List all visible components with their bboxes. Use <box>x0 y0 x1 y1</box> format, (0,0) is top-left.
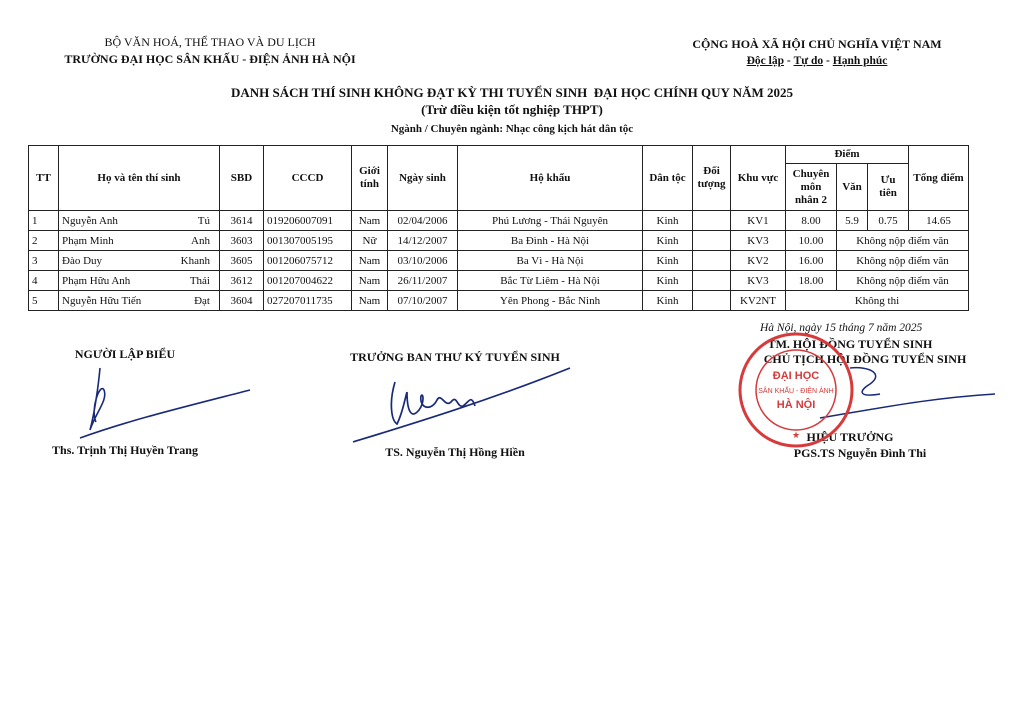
cell-tt <box>29 251 59 271</box>
cccd-value: 019206007091 <box>267 214 333 227</box>
rector-title: HIỆU TRƯỞNG <box>806 430 894 444</box>
col-household: Hộ khẩu <box>458 146 643 211</box>
table-row <box>29 291 969 311</box>
cell-note <box>837 251 969 271</box>
gender-value: Nam <box>358 274 381 287</box>
dob-value: 26/11/2007 <box>397 274 448 287</box>
ethnicity-value: Kinh <box>656 294 679 307</box>
cccd-value: 001206075712 <box>267 254 333 267</box>
national-header <box>662 36 972 70</box>
cell-total <box>909 211 969 231</box>
cell-dob <box>388 271 458 291</box>
dob-value: 02/04/2006 <box>397 214 448 227</box>
cell-name <box>59 211 220 231</box>
rector-name: PGS.TS Nguyễn Đình Thi <box>793 446 927 460</box>
cell-household <box>458 211 643 231</box>
cell-major2 <box>786 271 837 291</box>
col-lit: Văn <box>837 164 868 211</box>
household-value: Ba Đình - Hà Nội <box>510 234 590 247</box>
col-score-group: Điểm <box>786 146 909 164</box>
region-value: KV2 <box>747 254 769 267</box>
note-value: Không nộp điểm văn <box>856 254 949 267</box>
cell-household <box>458 291 643 311</box>
cell-household <box>458 251 643 271</box>
ethnicity-value: Kinh <box>656 274 679 287</box>
region-value: KV1 <box>747 214 769 227</box>
tt-value: 4 <box>32 274 38 287</box>
gender-value: Nam <box>358 254 381 267</box>
secretary-title: TRƯỞNG BAN THƯ KÝ TUYỂN SINH <box>350 350 560 364</box>
cell-cccd <box>264 271 352 291</box>
cell-cccd <box>264 251 352 271</box>
cell-note <box>837 231 969 251</box>
note-value: Không nộp điểm văn <box>856 234 949 247</box>
gender-value: Nam <box>358 214 381 227</box>
major-line: Ngành / Chuyên ngành: Nhạc công kịch hát dân tộc <box>390 123 634 135</box>
cell-major2 <box>786 231 837 251</box>
sbd-value: 3603 <box>230 234 253 247</box>
last-middle-name: Phạm Hữu Anh <box>62 274 131 287</box>
cell-target <box>693 291 731 311</box>
first-name: Thái <box>189 274 210 287</box>
cell-household <box>458 231 643 251</box>
council-line1: TM. HỘI ĐỒNG TUYỂN SINH <box>767 337 933 351</box>
cell-sbd <box>220 211 264 231</box>
last-middle-name: Nguyễn Anh <box>62 214 118 227</box>
cell-tt <box>29 271 59 291</box>
priority-value: 0.75 <box>878 214 898 227</box>
last-middle-name: Phạm Minh <box>62 234 114 247</box>
cell-gender <box>352 271 388 291</box>
council-line2: CHỦ TỊCH HỘI ĐỒNG TUYỂN SINH <box>763 352 967 366</box>
sbd-value: 3612 <box>230 274 253 287</box>
first-name: Anh <box>191 234 210 247</box>
col-sbd: SBD <box>220 146 264 211</box>
tt-value: 3 <box>32 254 38 267</box>
col-ethnicity: Dân tộc <box>643 146 693 211</box>
tt-value: 2 <box>32 234 38 247</box>
sbd-value: 3605 <box>230 254 253 267</box>
cell-region <box>731 271 786 291</box>
date-line: Hà Nội, ngày 15 tháng 7 năm 2025 <box>760 322 923 334</box>
ethnicity-value: Kinh <box>656 214 679 227</box>
dob-value: 14/12/2007 <box>397 234 448 247</box>
cell-major2 <box>786 251 837 271</box>
cccd-value: 001207004622 <box>267 274 333 287</box>
tt-value: 1 <box>32 214 38 227</box>
gender-value: Nữ <box>362 234 377 247</box>
sbd-value: 3614 <box>230 214 253 227</box>
household-value: Phú Lương - Thái Nguyên <box>491 214 609 227</box>
major2-value: 18.00 <box>798 274 824 287</box>
seal-line2: SÂN KHẤU - ĐIỆN ẢNH <box>758 388 834 395</box>
cell-sbd <box>220 251 264 271</box>
col-target: Đối tượng <box>693 146 731 211</box>
cell-gender <box>352 211 388 231</box>
col-priority: Ưu tiên <box>868 164 909 211</box>
cell-target <box>693 211 731 231</box>
table-row <box>29 231 969 251</box>
table-row <box>29 271 969 291</box>
table-row <box>29 211 969 231</box>
cell-note <box>837 271 969 291</box>
seal-line1: ĐẠI HỌC <box>772 370 820 382</box>
cell-gender <box>352 231 388 251</box>
cccd-value: 027207011735 <box>267 294 333 307</box>
cell-priority <box>868 211 909 231</box>
cell-region <box>731 291 786 311</box>
household-value: Yên Phong - Bắc Ninh <box>499 294 601 307</box>
first-name: Đạt <box>194 294 210 307</box>
cell-name <box>59 251 220 271</box>
cccd-value: 001307005195 <box>267 234 333 247</box>
last-middle-name: Nguyễn Hữu Tiến <box>62 294 142 307</box>
preparer-signature <box>60 360 260 450</box>
cell-note <box>786 291 969 311</box>
col-cccd: CCCD <box>264 146 352 211</box>
cell-tt <box>29 291 59 311</box>
cell-dob <box>388 231 458 251</box>
preparer-name: Ths. Trịnh Thị Huyền Trang <box>52 443 198 457</box>
cell-major2 <box>786 211 837 231</box>
cell-tt <box>29 211 59 231</box>
sbd-value: 3604 <box>230 294 253 307</box>
cell-region <box>731 211 786 231</box>
title-sub: (Trừ điều kiện tốt nghiệp THPT) <box>421 102 603 117</box>
total-value: 14.65 <box>926 214 951 227</box>
cell-region <box>731 231 786 251</box>
col-region: Khu vực <box>731 146 786 211</box>
cell-region <box>731 251 786 271</box>
cell-sbd <box>220 291 264 311</box>
region-value: KV3 <box>747 274 769 287</box>
note-value: Không thi <box>854 294 900 307</box>
cell-cccd <box>264 231 352 251</box>
cell-tt <box>29 231 59 251</box>
gender-value: Nam <box>358 294 381 307</box>
candidate-table <box>28 145 969 311</box>
title-main: DANH SÁCH THÍ SINH KHÔNG ĐẠT KỲ THI TUYỂN SINH ĐẠI HỌC CHÍNH QUY NĂM 2025 <box>231 85 793 100</box>
major2-value: 10.00 <box>798 234 824 247</box>
cell-ethnicity <box>643 251 693 271</box>
region-value: KV3 <box>747 234 769 247</box>
ethnicity-value: Kinh <box>656 234 679 247</box>
dob-value: 07/10/2007 <box>397 294 448 307</box>
cell-gender <box>352 291 388 311</box>
cell-ethnicity <box>643 291 693 311</box>
cell-dob <box>388 211 458 231</box>
first-name: Tú <box>197 214 210 227</box>
ethnicity-value: Kinh <box>656 254 679 267</box>
official-seal <box>736 330 856 450</box>
col-dob: Ngày sinh <box>388 146 458 211</box>
lit-value: 5.9 <box>845 214 859 227</box>
region-value: KV2NT <box>739 294 777 307</box>
national-motto: Độc lập - Tự do - Hạnh phúc <box>746 55 888 67</box>
secretary-name: TS. Nguyễn Thị Hồng Hiền <box>385 445 525 459</box>
major2-value: 8.00 <box>801 214 821 227</box>
cell-name <box>59 291 220 311</box>
major2-value: 16.00 <box>798 254 824 267</box>
document-title <box>0 84 1024 118</box>
school-name: TRƯỜNG ĐẠI HỌC SÂN KHẤU - ĐIỆN ẢNH HÀ NỘI <box>64 52 356 66</box>
tt-value: 5 <box>32 294 38 307</box>
preparer-title: NGƯỜI LẬP BIỂU <box>74 347 176 361</box>
cell-cccd <box>264 291 352 311</box>
last-middle-name: Đào Duy <box>62 254 103 267</box>
cell-target <box>693 251 731 271</box>
cell-ethnicity <box>643 231 693 251</box>
cell-household <box>458 271 643 291</box>
ministry-name: BỘ VĂN HOÁ, THỂ THAO VÀ DU LỊCH <box>104 35 316 49</box>
secretary-signature <box>345 362 575 452</box>
col-gender: Giới tính <box>352 146 388 211</box>
cell-sbd <box>220 231 264 251</box>
cell-dob <box>388 291 458 311</box>
nation-name: CỘNG HOÀ XÃ HỘI CHỦ NGHĨA VIỆT NAM <box>692 37 942 51</box>
cell-target <box>693 271 731 291</box>
cell-lit <box>837 211 868 231</box>
first-name: Khanh <box>180 254 210 267</box>
cell-ethnicity <box>643 211 693 231</box>
cell-ethnicity <box>643 271 693 291</box>
issuer-header <box>40 34 380 68</box>
cell-target <box>693 231 731 251</box>
cell-name <box>59 271 220 291</box>
note-value: Không nộp điểm văn <box>856 274 949 287</box>
cell-dob <box>388 251 458 271</box>
cell-cccd <box>264 211 352 231</box>
cell-name <box>59 231 220 251</box>
svg-text:★: ★ <box>791 430 801 440</box>
dob-value: 03/10/2006 <box>397 254 448 267</box>
col-name: Họ và tên thí sinh <box>59 146 220 211</box>
col-tt: TT <box>29 146 59 211</box>
cell-gender <box>352 251 388 271</box>
seal-line3: HÀ NỘI <box>776 399 816 411</box>
col-total: Tổng điểm <box>909 146 969 211</box>
col-major2: Chuyên môn nhân 2 <box>786 164 837 211</box>
cell-sbd <box>220 271 264 291</box>
household-value: Bắc Từ Liêm - Hà Nội <box>500 274 600 287</box>
household-value: Ba Vì - Hà Nội <box>516 254 584 267</box>
table-row <box>29 251 969 271</box>
